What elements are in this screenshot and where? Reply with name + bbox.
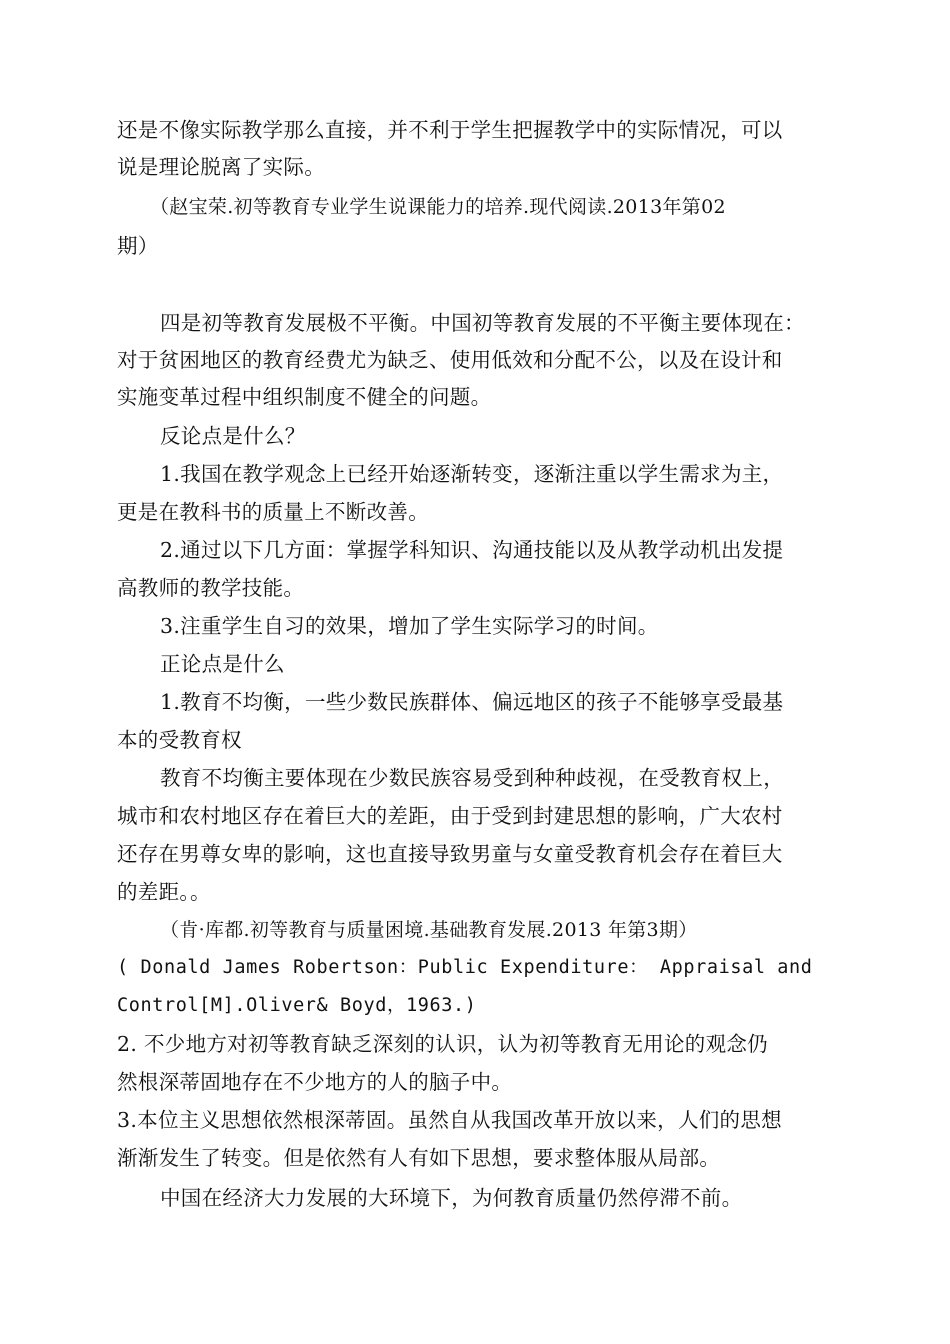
paragraph-line: 说是理论脱离了实际。: [117, 155, 325, 179]
list-item: 3.注重学生自习的效果，增加了学生实际学习的时间。: [160, 614, 659, 638]
paragraph-line: 还存在男尊女卑的影响，这也直接导致男童与女童受教育机会存在着巨大: [117, 842, 783, 866]
section-heading: 反论点是什么？: [160, 424, 306, 448]
paragraph-line: 还是不像实际教学那么直接，并不利于学生把握教学中的实际情况，可以: [117, 118, 783, 142]
paragraph-line: 渐渐发生了转变。但是依然有人有如下思想，要求整体服从局部。: [117, 1146, 721, 1170]
list-item: 3.本位主义思想依然根深蒂固。虽然自从我国改革开放以来，人们的思想: [117, 1108, 782, 1132]
citation-line: （赵宝荣.初等教育专业学生说课能力的培养.现代阅读.2013年第02: [150, 196, 726, 218]
paragraph-line: 实施变革过程中组织制度不健全的问题。: [117, 385, 492, 409]
citation-line: ( Donald James Robertson：Public Expenditure： Appraisal and: [117, 957, 813, 978]
list-item: 2.通过以下几方面：掌握学科知识、沟通技能以及从教学动机出发提: [160, 538, 784, 562]
paragraph-line: 然根深蒂固地存在不少地方的人的脑子中。: [117, 1070, 513, 1094]
paragraph-line: 教育不均衡主要体现在少数民族容易受到种种歧视，在受教育权上，: [160, 766, 784, 790]
paragraph-line: 本的受教育权: [117, 728, 242, 752]
paragraph-line: 的差距。。: [117, 880, 211, 904]
citation-line: （肯·库都.初等教育与质量困境.基础教育发展.2013 年第3期）: [160, 919, 698, 941]
paragraph-line: 对于贫困地区的教育经费尤为缺乏、使用低效和分配不公，以及在设计和: [117, 348, 783, 372]
paragraph-line: 更是在教科书的质量上不断改善。: [117, 500, 429, 524]
list-item: 1.教育不均衡，一些少数民族群体、偏远地区的孩子不能够享受最基: [160, 690, 784, 714]
section-heading: 正论点是什么: [160, 652, 285, 676]
citation-line: 期）: [117, 234, 159, 258]
paragraph-line: 高教师的教学技能。: [117, 576, 305, 600]
list-item: 1.我国在教学观念上已经开始逐渐转变，逐渐注重以学生需求为主，: [160, 462, 784, 486]
paragraph-line: 城市和农村地区存在着巨大的差距，由于受到封建思想的影响，广大农村: [117, 804, 783, 828]
paragraph-line: 四是初等教育发展极不平衡。中国初等教育发展的不平衡主要体现在：: [160, 311, 805, 335]
citation-line: Control[M].Oliver& Boyd，1963.): [117, 995, 477, 1016]
list-item: 2. 不少地方对初等教育缺乏深刻的认识，认为初等教育无用论的观念仍: [117, 1032, 768, 1056]
paragraph-line: 中国在经济大力发展的大环境下，为何教育质量仍然停滞不前。: [160, 1186, 743, 1210]
